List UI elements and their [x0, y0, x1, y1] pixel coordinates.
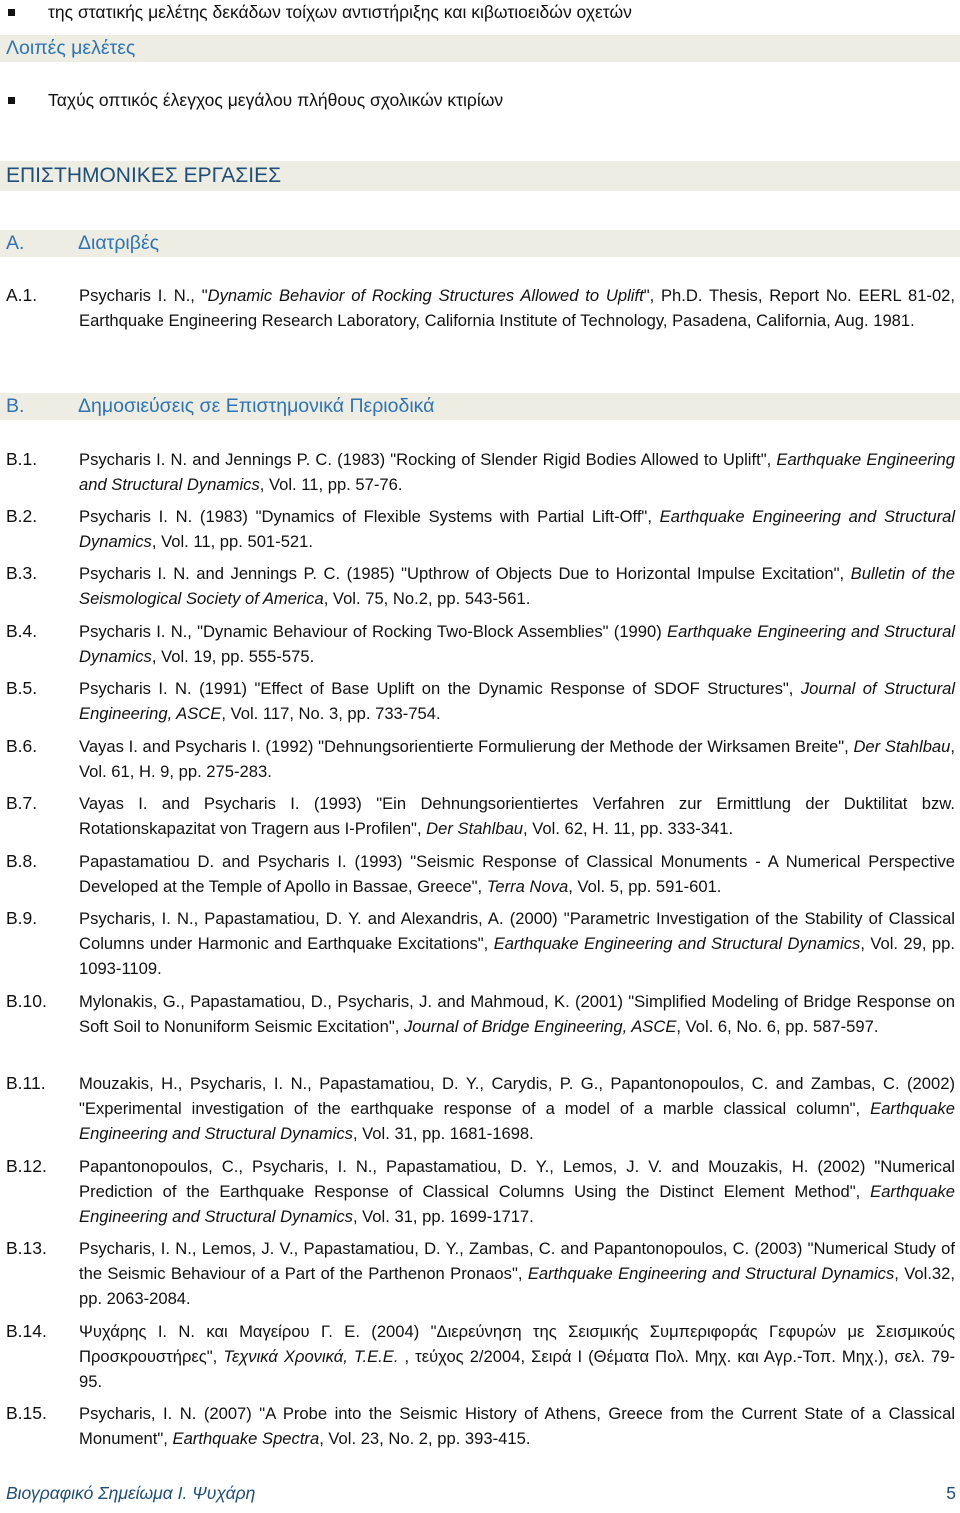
reference-text-plain: , Vol. 19, pp. 555-575. [151, 647, 315, 666]
reference-text [79, 734, 955, 784]
reference-text [79, 1319, 955, 1394]
reference-text [79, 1401, 955, 1451]
reference-text-plain: , τεύχος 2/2004, Σειρά Ι (Θέματα Πολ. Μηχ. και Αγρ.-Τοπ. Μηχ.), σελ. 79-95. [79, 1347, 955, 1391]
reference-text-italic: Earthquake Engineering and Structural Dynamics [493, 934, 861, 953]
reference-text-italic: Earthquake Engineering and Structural Dynamics [79, 622, 956, 666]
reference-number: B.4. [6, 621, 38, 641]
reference-text-plain: Mouzakis, H., Psycharis, I. N., Papastamatiou, D. Y., Carydis, P. G., Papantonopoulos, C. and Zambas, C. (2002) "Experimental investigation of the earthquake response of a model of a marble classical column", [79, 1074, 955, 1118]
reference-text-plain: Psycharis, I. N. (2007) "A Probe into the Seismic History of Athens, Greece from the Current State of a Classical Monument", [79, 1404, 955, 1448]
reference-text-plain: , Vol. 6, No. 6, pp. 587-597. [676, 1017, 879, 1036]
reference-text-plain: , Vol. 29, pp. 1093-1109. [79, 934, 955, 978]
reference-number: B.10. [6, 991, 47, 1011]
reference-text [79, 1154, 955, 1229]
page-number: 5 [946, 1483, 956, 1503]
reference-number: B.11. [6, 1073, 46, 1093]
reference-text-plain: Papastamatiou D. and Psycharis I. (1993) "Seismic Response of Classical Monuments - A Numerical Perspective Developed at the Temple of Apollo in Bassae, Greece", [79, 852, 955, 896]
reference-text-plain: , Vol. 75, No.2, pp. 543-561. [323, 589, 531, 608]
reference-text-italic: Bulletin of the Seismological Society of America [79, 564, 956, 608]
reference-number: B.3. [6, 563, 38, 583]
reference-text-italic: Terra Nova [486, 877, 569, 896]
bullet-text: της στατικής μελέτης δεκάδων τοίχων αντιστήριξης και κιβωτιοειδών οχετών [48, 2, 632, 22]
reference-number: B.9. [6, 908, 38, 928]
reference-text-italic: Der Stahlbau [853, 737, 951, 756]
reference-text-plain: Psycharis, I. N., Papastamatiou, D. Y. and Alexandris, A. (2000) "Parametric Investigation of the Stability of Classical Columns under Harmonic and Earthquake Excitations", [79, 909, 955, 953]
reference-text [79, 989, 955, 1039]
reference-number: B.8. [6, 851, 38, 871]
reference-text-plain: Psycharis I. N., "Dynamic Behaviour of Rocking Two-Block Assemblies" (1990) [79, 622, 668, 641]
reference-text-italic: Earthquake Engineering and Structural Dynamics [79, 507, 956, 551]
reference-text-plain: , Vol. 117, No. 3, pp. 733-754. [221, 704, 441, 723]
reference-number: B.5. [6, 678, 38, 698]
reference-text-plain: Psycharis I. N., " [79, 286, 208, 305]
reference-text-italic: Earthquake Engineering and Structural Dynamics [79, 1099, 955, 1143]
reference-text [79, 283, 955, 333]
reference-text-italic: Earthquake Spectra [172, 1429, 320, 1448]
footer-title: Βιογραφικό Σημείωμα Ι. Ψυχάρη [6, 1483, 256, 1503]
square-bullet-icon [8, 97, 15, 104]
reference-text-plain: , Vol. 11, pp. 57-76. [259, 475, 403, 494]
reference-number: B.12. [6, 1156, 47, 1176]
reference-text-italic: Journal of Structural Engineering, ASCE [79, 679, 956, 723]
reference-text [79, 1071, 955, 1146]
reference-text-plain: Psycharis I. N. (1983) "Dynamics of Flexible Systems with Partial Lift-Off", [79, 507, 660, 526]
reference-text [79, 791, 955, 841]
reference-text-plain: , Vol. 11, pp. 501-521. [151, 532, 313, 551]
reference-text-italic: Earthquake Engineering and Structural Dynamics [527, 1264, 895, 1283]
reference-text-plain: ", Ph.D. Thesis, Report No. EERL 81-02, Earthquake Engineering Research Laboratory, California Institute of Technology, Pasadena, California, Aug. 1981. [79, 286, 956, 330]
reference-text-italic: Dynamic Behavior of Rocking Structures Allowed to Uplift [207, 286, 644, 305]
reference-text-italic: Τεχνικά Χρονικά, Τ.Ε.Ε. [223, 1347, 399, 1366]
reference-text-plain: , Vol. 5, pp. 591-601. [568, 877, 722, 896]
reference-text-plain: , Vol.32, pp. 2063-2084. [79, 1264, 956, 1308]
reference-number: B.6. [6, 736, 38, 756]
page-footer [6, 1483, 956, 1507]
other-studies-heading: Λοιπές μελέτες [0, 35, 960, 62]
reference-text [79, 1236, 955, 1311]
reference-text-plain: Ψυχάρης Ι. Ν. και Μαγείρου Γ. Ε. (2004) "Διερεύνηση της Σεισμικής Συμπεριφοράς Γεφυρών με Σεισμικούς Προσκρουστήρες", [79, 1322, 955, 1366]
bullet-text: Ταχύς οπτικός έλεγχος μεγάλου πλήθους σχολικών κτιρίων [48, 90, 504, 110]
reference-text-plain: Mylonakis, G., Papastamatiou, D., Psycharis, J. and Mahmoud, K. (2001) "Simplified Modeling of Bridge Response on Soft Soil to Nonuniform Seismic Excitation", [79, 992, 955, 1036]
reference-text [79, 676, 955, 726]
reference-text [79, 447, 955, 497]
reference-number: B.7. [6, 793, 38, 813]
reference-text-plain: Psycharis I. N. (1991) "Effect of Base Uplift on the Dynamic Response of SDOF Structures", [79, 679, 801, 698]
reference-text-italic: Journal of Bridge Engineering, ASCE [404, 1017, 677, 1036]
reference-number: B.1. [6, 449, 38, 469]
reference-text [79, 561, 955, 611]
reference-text [79, 504, 955, 554]
subsection-b-heading: Β. Δημοσιεύσεις σε Επιστημονικά Περιοδικά [0, 393, 960, 420]
reference-number: B.13. [6, 1238, 47, 1258]
bullet-item [8, 1, 632, 23]
reference-text [79, 849, 955, 899]
subsection-a-heading: Α. Διατριβές [0, 230, 960, 257]
reference-text-plain: Psycharis I. N. and Jennings P. C. (1983) "Rocking of Slender Rigid Bodies Allowed to Uplift", [79, 450, 777, 469]
reference-number: B.15. [6, 1403, 47, 1423]
reference-text [79, 906, 955, 981]
bullet-item [8, 89, 503, 111]
reference-text [79, 619, 955, 669]
reference-number: B.14. [6, 1321, 47, 1341]
reference-text-plain: , Vol. 23, No. 2, pp. 393-415. [319, 1429, 531, 1448]
reference-number: B.2. [6, 506, 38, 526]
reference-text-plain: Vayas I. and Psycharis I. (1993) "Ein Dehnungsorientiertes Verfahren zur Ermittlung der Duktilitat bzw. Rotationskapazitat von Tragern aus I-Profilen", [79, 794, 955, 838]
square-bullet-icon [8, 9, 15, 16]
reference-number: A.1. [6, 285, 38, 305]
reference-text-italic: Earthquake Engineering and Structural Dynamics [79, 450, 955, 494]
section-title: ΕΠΙΣΤΗΜΟΝΙΚΕΣ ΕΡΓΑΣΙΕΣ [0, 161, 960, 191]
reference-text-plain: , Vol. 31, pp. 1699-1717. [352, 1207, 534, 1226]
reference-text-italic: Der Stahlbau [426, 819, 524, 838]
reference-text-plain: Psycharis I. N. and Jennings P. C. (1985) "Upthrow of Objects Due to Horizontal Impulse Excitation", [79, 564, 851, 583]
reference-text-plain: , Vol. 31, pp. 1681-1698. [352, 1124, 534, 1143]
reference-text-plain: Psycharis, I. N., Lemos, J. V., Papastamatiou, D. Y., Zambas, C. and Papantonopoulos, C. (2003) "Numerical Study of the Seismic Behaviour of a Part of the Parthenon Pronaos", [79, 1239, 955, 1283]
reference-text-italic: Earthquake Engineering and Structural Dynamics [79, 1182, 955, 1226]
reference-text-plain: Vayas I. and Psycharis I. (1992) "Dehnungsorientierte Formulierung der Methode der Wirksamen Breite", [79, 737, 854, 756]
reference-text-plain: , Vol. 61, H. 9, pp. 275-283. [79, 737, 956, 781]
reference-text-plain: , Vol. 62, H. 11, pp. 333-341. [523, 819, 734, 838]
reference-text-plain: Papantonopoulos, C., Psycharis, I. N., Papastamatiou, D. Y., Lemos, J. V. and Mouzakis, H. (2002) "Numerical Prediction of the Earthquake Response of Classical Columns Using the Distinct Element Method", [79, 1157, 955, 1201]
